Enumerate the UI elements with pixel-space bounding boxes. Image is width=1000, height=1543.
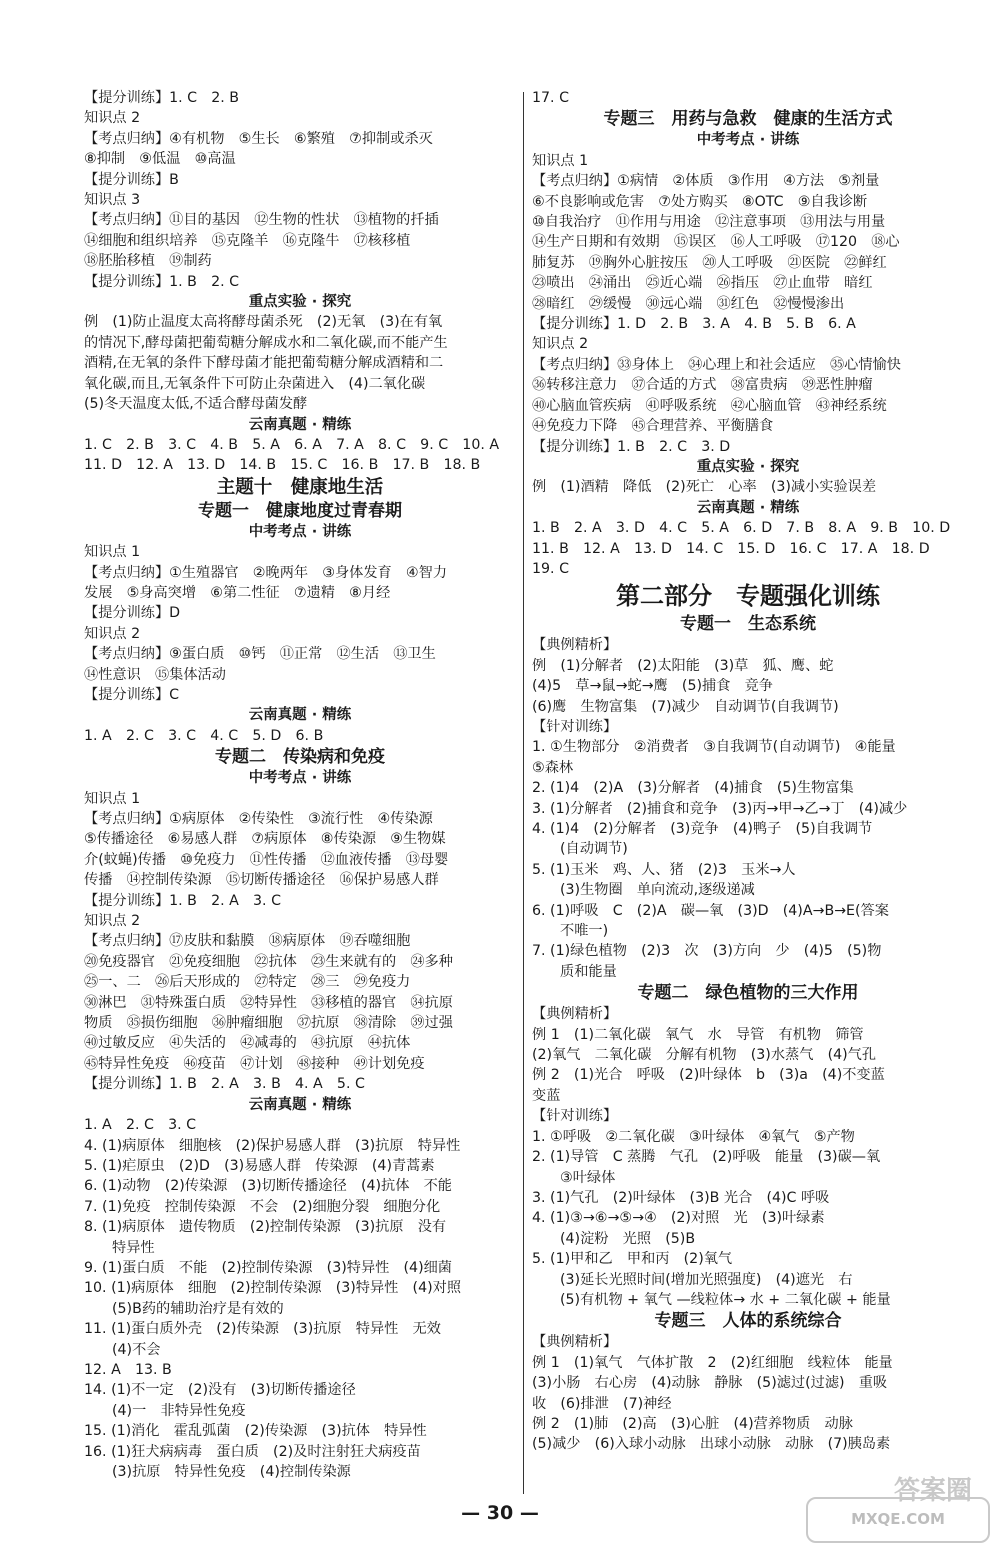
text-line: ⑤森林 [532,759,574,776]
page-number: — 30 — [461,1502,539,1524]
text-line: 知识点 2 [84,110,141,127]
subsection-heading: 重点实验 · 探究 [248,294,352,311]
text-line: 知识点 2 [84,625,141,642]
text-line: 9. (1)蛋白质 不能 (2)控制传染源 (3)特异性 (4)细菌 [84,1259,452,1276]
text-line: 【典例精析】 [532,637,618,654]
text-line: 11. (1)蛋白质外壳 (2)传染源 (3)抗原 特异性 无效 [84,1321,441,1338]
text-line: 4. (1)③→⑥→⑤→④ (2)对照 光 (3)叶绿素 [532,1210,825,1227]
text-line: 【提分训练】1. B 2. C 3. D [532,438,731,455]
text-line: 6. (1)呼吸 C (2)A 碳—氧 (3)D (4)A→B→E(答案 [532,902,889,919]
text-line: ⑭性意识 ⑮集体活动 [84,666,226,683]
text-line: 【提分训练】1. B 2. A 3. B 4. A 5. C [84,1076,365,1093]
text-line: 5. (1)疟原虫 (2)D (3)易感人群 传染源 (4)青蒿素 [84,1157,435,1174]
text-line: 例 1 (1)二氧化碳 氧气 水 导管 有机物 筛管 [532,1026,864,1043]
section-heading: 专题一 生态系统 [680,614,816,635]
text-line: 【提分训练】1. B 2. A 3. C [84,892,281,909]
text-line: 4. (1)4 (2)分解者 (3)竞争 (4)鸭子 (5)自我调节 [532,821,873,837]
section-heading: 专题二 绿色植物的三大作用 [637,983,859,1004]
text-line: 物质 ㉟损伤细胞 ㊱肿瘤细胞 ㊲抗原 ㊳清除 ㊴过强 [84,1015,453,1032]
text-line: 特异性 [112,1239,155,1256]
text-line: 例 (1)酒精 降低 (2)死亡 心率 (3)减小实验误差 [532,479,877,496]
text-line: 12. A 13. B [84,1361,172,1378]
text-line: 【考点归纳】①病情 ②体质 ③作用 ④方法 ⑤剂量 [532,173,880,190]
text-line: 【提分训练】1. C 2. B [84,90,240,106]
text-line: ⑧抑制 ⑨低温 ⑩高温 [84,151,236,168]
text-line: 肺复苏 ⑲胸外心脏按压 ⑳人工呼吸 ㉑医院 ㉒鲜红 [532,254,887,271]
section-heading: 专题三 用药与急救 健康的生活方式 [603,109,893,130]
text-line: 【提分训练】C [84,686,180,703]
text-line: 变蓝 [532,1087,561,1104]
text-line: 酒精,在无氧的条件下酵母菌才能把葡萄糖分解成酒精和二 [84,355,444,372]
text-line: 3. (1)分解者 (2)捕食和竞争 (3)丙→甲→乙→丁 (4)减少 [532,800,908,817]
text-line: ⑩自我治疗 ⑪作用与用途 ⑫注意事项 ⑬用法与用量 [532,214,886,231]
text-line: (自动调节) [560,841,628,858]
text-line: ⑤传播途径 ⑥易感人群 ⑦病原体 ⑧传染源 ⑨生物媒 [84,831,446,848]
text-line: ③叶绿体 [560,1169,616,1186]
text-line: 7. (1)绿色植物 (2)3 次 (3)方向 少 (4)5 (5)物 [532,943,882,960]
text-line: 【提分训练】B [84,171,179,188]
text-line: (4)不会 [112,1341,161,1358]
text-line: 1. A 2. C 3. C 4. C 5. D 6. B [84,727,324,744]
text-line: 2. (1)导管 C 蒸腾 气孔 (2)呼吸 能量 (3)碳—氧 [532,1149,881,1166]
text-line: 【考点归纳】㉝身体上 ㉞心理上和社会适应 ㉟心情愉快 [532,356,901,373]
text-line: (4)5 草→鼠→蛇→鹰 (5)捕食 竞争 [532,678,773,695]
text-line: ㊱转移注意力 ㊲合适的方式 ㊳富贵病 ㊴恶性肿瘤 [532,377,873,394]
subsection-heading: 云南真题 · 精练 [248,1096,352,1113]
text-line: (3)生物圈 单向流动,逐级递减 [560,882,755,899]
text-line: 质和能量 [560,963,617,980]
text-line: 例 (1)分解者 (2)太阳能 (3)草 狐、鹰、蛇 [532,657,834,674]
text-line: 1. C 2. B 3. C 4. B 5. A 6. A 7. A 8. C 9. C 10. A [84,436,500,453]
text-line: ㉓喷出 ㉔涌出 ㉕近心端 ㉖指压 ㉗止血带 暗红 [532,275,873,292]
subsection-heading: 中考考点 · 讲练 [696,132,800,149]
text-line: ㊺特异性免疫 ㊻疫苗 ㊼计划 ㊽接种 ㊾计划免疫 [84,1055,425,1072]
text-line: 1. A 2. C 3. C [84,1117,197,1134]
text-line: ⑳免疫器官 ㉑免疫细胞 ㉒抗体 ㉓生来就有的 ㉔多种 [84,953,453,970]
text-line: 1. B 2. A 3. D 4. C 5. A 6. D 7. B 8. A 9. B 10. D [532,520,951,537]
text-line: 不唯一) [560,923,609,940]
text-line: 的情况下,酵母菌把葡萄糖分解成水和二氧化碳,而不能产生 [84,334,448,351]
text-line: 【针对训练】 [532,1108,618,1125]
text-line: 知识点 3 [84,192,141,209]
column-divider [523,92,524,1494]
text-line: 10. (1)病原体 细胞 (2)控制传染源 (3)特异性 (4)对照 [84,1280,462,1297]
text-line: (2)氧气 二氧化碳 分解有机物 (3)水蒸气 (4)气孔 [532,1047,877,1064]
section-heading: 专题一 健康地度过青春期 [198,500,402,521]
watermark-logo: MXQE.COM [806,1497,990,1543]
text-line: 1. ①生物部分 ②消费者 ③自我调节(自动调节) ④能量 [532,739,896,756]
text-line: 【提分训练】1. D 2. B 3. A 4. B 5. B 6. A [532,316,856,333]
text-line: (5)B药的辅助治疗是有效的 [112,1300,284,1317]
text-line: 收 (6)排泄 (7)神经 [532,1395,672,1412]
text-line: (5)减少 (6)入球小动脉 出球小动脉 动脉 (7)胰岛素 [532,1436,891,1453]
text-line: 4. (1)病原体 细胞核 (2)保护易感人群 (3)抗原 特异性 [84,1137,461,1154]
text-line: 11. D 12. A 13. D 14. B 15. C 16. B 17. B 18. B [84,457,481,474]
text-line: 【提分训练】1. B 2. C [84,273,240,290]
text-line: 【考点归纳】⑰皮肤和黏膜 ⑱病原体 ⑲吞噬细胞 [84,933,411,950]
text-line: ㉚淋巴 ㉛特殊蛋白质 ㉜特异性 ㉝移植的器官 ㉞抗原 [84,994,453,1011]
text-line: (6)鹰 生物富集 (7)减少 自动调节(自我调节) [532,698,839,715]
text-line: 2. (1)4 (2)A (3)分解者 (4)捕食 (5)生物富集 [532,780,854,797]
text-line: 【针对训练】 [532,718,618,735]
watermark-mark: 答案圈 [893,1476,972,1506]
text-line: ⑭细胞和组织培养 ⑮克隆羊 ⑯克隆牛 ⑰核移植 [84,232,411,249]
text-line: (4)一 非特异性免疫 [112,1402,246,1419]
text-line: 【提分训练】D [84,605,181,622]
text-line: (3)延长光照时间(增加光照强度) (4)遮光 右 [560,1271,853,1288]
text-line: 例 (1)防止温度太高将酵母菌杀死 (2)无氧 (3)在有氧 [84,314,443,331]
text-line: 【典例精析】 [532,1334,618,1351]
text-line: 11. B 12. A 13. D 14. C 15. D 16. C 17. A 18. D [532,540,930,557]
text-line: 【考点归纳】①生殖器官 ②晚两年 ③身体发育 ④智力 [84,564,448,581]
subsection-heading: 云南真题 · 精练 [696,499,800,516]
part-heading: 第二部分 专题强化训练 [616,582,880,611]
text-line: 例 2 (1)光合 呼吸 (2)叶绿体 b (3)a (4)不变蓝 [532,1067,885,1084]
text-line: 知识点 1 [84,790,141,807]
text-line: 7. (1)免疫 控制传染源 不会 (2)细胞分裂 细胞分化 [84,1198,441,1215]
text-line: 传播 ⑭控制传染源 ⑮切断传播途径 ⑯保护易感人群 [84,872,439,889]
text-line: 8. (1)病原体 遗传物质 (2)控制传染源 (3)抗原 没有 [84,1219,447,1236]
text-line: (3)抗原 特异性免疫 (4)控制传染源 [112,1464,351,1480]
text-line: 例 2 (1)肺 (2)高 (3)心脏 (4)营养物质 动脉 [532,1415,853,1432]
text-line: (3)小肠 右心房 (4)动脉 静脉 (5)滤过(过滤) 重吸 [532,1375,888,1392]
text-line: 例 1 (1)氧气 气体扩散 2 (2)红细胞 线粒体 能量 [532,1354,893,1371]
text-line: 19. C [532,560,569,577]
text-line: 16. (1)狂犬病病毒 蛋白质 (2)及时注射狂犬病疫苗 [84,1443,421,1460]
section-heading: 专题二 传染病和免疫 [215,747,385,768]
text-line: ㊵心脑血管疾病 ㊶呼吸系统 ㊷心脑血管 ㊸神经系统 [532,397,887,414]
text-line: (4)淀粉 光照 (5)B [560,1230,696,1247]
text-line: 【考点归纳】④有机物 ⑤生长 ⑥繁殖 ⑦抑制或杀灭 [84,130,433,147]
text-line: ㊹免疫力下降 ㊺合理营养、平衡膳食 [532,418,774,435]
subsection-heading: 中考考点 · 讲练 [248,523,352,540]
text-line: (5)有机物 + 氧气 —线粒体→ 水 + 二氧化碳 + 能量 [560,1291,891,1308]
text-line: 氧化碳,而且,无氧条件下可防止杂菌进入 (4)二氧化碳 [84,375,426,392]
left-column [84,88,516,1482]
topic-heading: 主题十 健康地生活 [216,476,384,498]
text-line: 5. (1)甲和乙 甲和丙 (2)氧气 [532,1251,733,1268]
text-line: ⑭生产日期和有效期 ⑮误区 ⑯人工呼吸 ⑰120 ⑱心 [532,234,900,251]
text-line: ㉕一、二 ㉖后天形成的 ㉗特定 ㉘三 ㉙免疫力 [84,974,411,991]
subsection-heading: 重点实验 · 探究 [696,458,800,475]
text-line: 知识点 1 [84,544,141,561]
text-line: 介(蚊蝇)传播 ⑩免疫力 ⑪性传播 ⑫血液传播 ⑬母婴 [84,851,449,868]
subsection-heading: 中考考点 · 讲练 [248,770,352,787]
text-line: 14. (1)不一定 (2)没有 (3)切断传播途径 [84,1382,356,1399]
subsection-heading: 云南真题 · 精练 [248,707,352,724]
right-column [532,88,964,1455]
text-line: 17. C [532,90,569,106]
section-heading: 专题三 人体的系统综合 [654,1311,842,1332]
text-line: 【考点归纳】⑨蛋白质 ⑩钙 ⑪正常 ⑫生活 ⑬卫生 [84,646,436,663]
text-line: 3. (1)气孔 (2)叶绿体 (3)B 光合 (4)C 呼吸 [532,1189,830,1206]
text-line: 5. (1)玉米 鸡、人、猪 (2)3 玉米→人 [532,861,796,878]
text-line: 【典例精析】 [532,1006,618,1023]
text-line: 知识点 1 [532,152,589,169]
text-line: 6. (1)动物 (2)传染源 (3)切断传播途径 (4)抗体 不能 [84,1178,452,1195]
text-line: ⑥不良影响或危害 ⑦处方购买 ⑧OTC ⑨自我诊断 [532,193,868,210]
text-line: ㉘暗红 ㉙缓慢 ㉚远心端 ㉛红色 ㉜慢慢渗出 [532,295,845,312]
text-line: ㊵过敏反应 ㊶失活的 ㊷减毒的 ㊸抗原 ㊹抗体 [84,1035,411,1052]
text-line: (5)冬天温度太低,不适合酵母菌发酵 [84,396,308,413]
text-line: 发展 ⑤身高突增 ⑥第二性征 ⑦遗精 ⑧月经 [84,584,391,601]
text-line: 知识点 2 [84,913,141,930]
text-line: 15. (1)消化 霍乱弧菌 (2)传染源 (3)抗体 特异性 [84,1423,427,1440]
text-line: ⑱胚胎移植 ⑲制药 [84,253,212,270]
text-line: 【考点归纳】①病原体 ②传染性 ③流行性 ④传染源 [84,811,433,827]
text-line: 知识点 2 [532,336,589,353]
text-line: 【考点归纳】⑪目的基因 ⑫生物的性状 ⑬植物的扦插 [84,212,439,229]
subsection-heading: 云南真题 · 精练 [248,416,352,433]
text-line: 1. ①呼吸 ②二氧化碳 ③叶绿体 ④氧气 ⑤产物 [532,1128,855,1145]
